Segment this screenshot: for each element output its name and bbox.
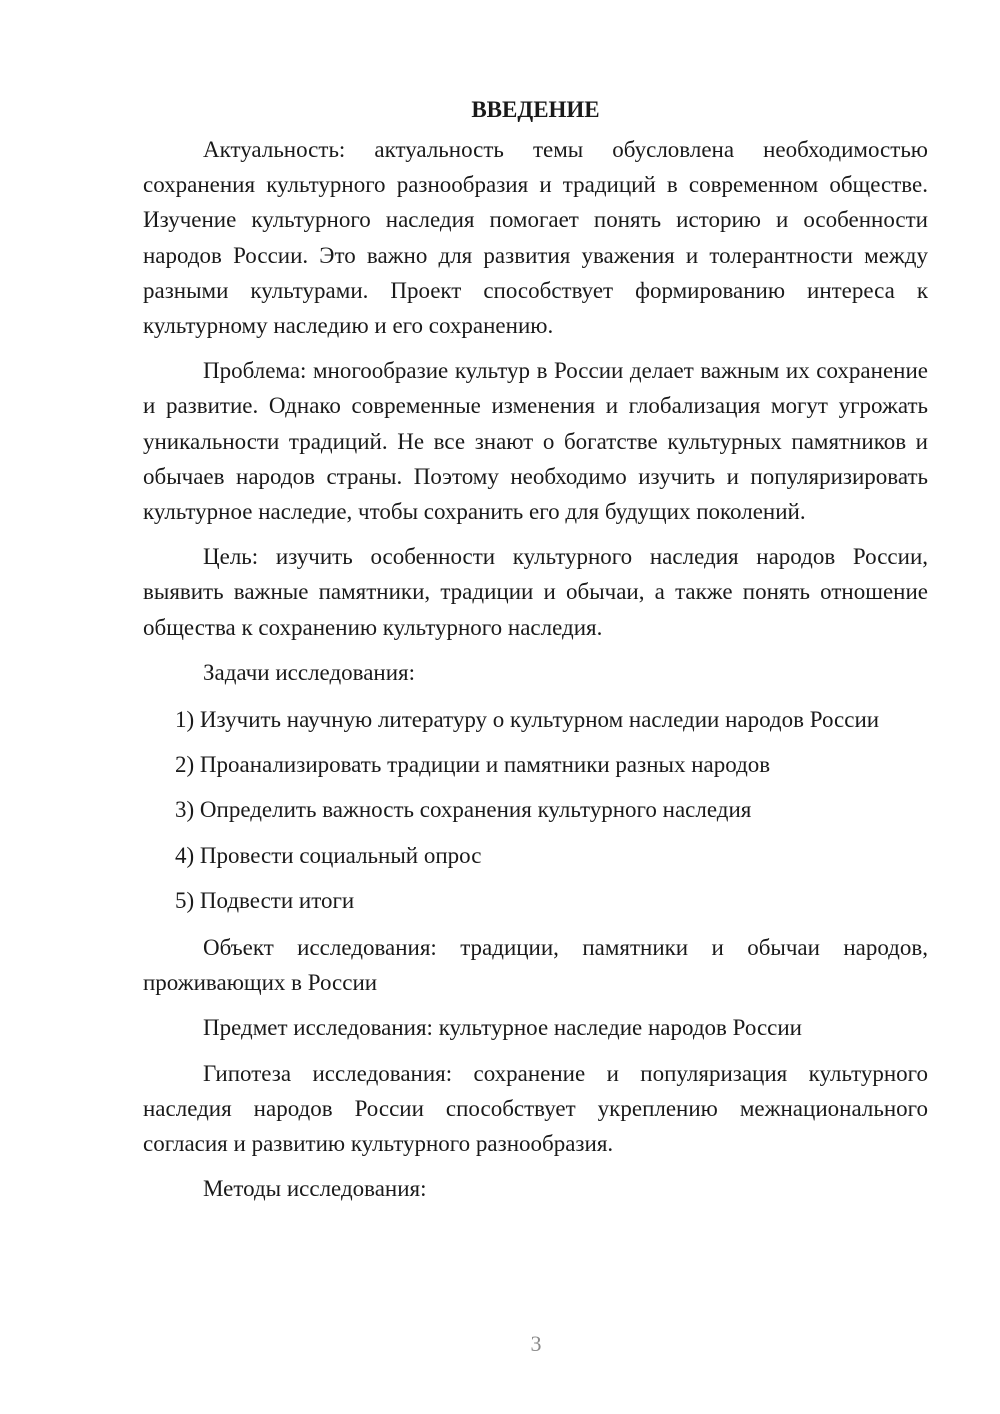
- subject-paragraph: Предмет исследования: культурное наследие народов России: [203, 1015, 802, 1041]
- hypothesis-paragraph: Гипотеза исследования: сохранение и популяризация культурного наследия народов России способствует укреплению межнационального согласия и развитию культурного разнообразия.: [143, 1060, 928, 1157]
- task-item: 1) Изучить научную литературу о культурном наследии народов России: [175, 707, 880, 733]
- section-title: ВВЕДЕНИЕ: [471, 97, 600, 122]
- page-content: [143, 92, 928, 1216]
- task-item: 3) Определить важность сохранения культурного наследия: [175, 797, 752, 823]
- relevance-paragraph: Актуальность: актуальность темы обусловлена необходимостью сохранения культурного разнообразия и традиций в современном обществе. Изучение культурного наследия помогает понять историю и особенности народов России. Это важно для развития уважения и толерантности между разными культурами. Проект способствует формированию интереса к культурному наследию и его сохранению.: [143, 137, 928, 339]
- tasks-heading: Задачи исследования:: [203, 659, 416, 685]
- page-number: 3: [530, 1331, 542, 1356]
- problem-paragraph: Проблема: многообразие культур в России делает важным их сохранение и развитие. Однако современные изменения и глобализация могут угрожать уникальности традиций. Не все знают о богатстве культурных памятников и обычаев народов страны. Поэтому необходимо изучить и популяризировать культурное наследие, чтобы сохранить его для будущих поколений.: [143, 358, 928, 525]
- object-paragraph: Объект исследования: традиции, памятники и обычаи народов, проживающих в России: [143, 935, 928, 996]
- tasks-list: [143, 702, 928, 918]
- task-item: 2) Проанализировать традиции и памятники разных народов: [175, 752, 771, 778]
- methods-heading: Методы исследования:: [203, 1176, 427, 1202]
- task-item: 5) Подвести итоги: [175, 887, 355, 913]
- goal-paragraph: Цель: изучить особенности культурного наследия народов России, выявить важные памятники, традиции и обычаи, а также понять отношение общества к сохранению культурного наследия.: [143, 544, 928, 640]
- task-item: 4) Провести социальный опрос: [175, 842, 482, 868]
